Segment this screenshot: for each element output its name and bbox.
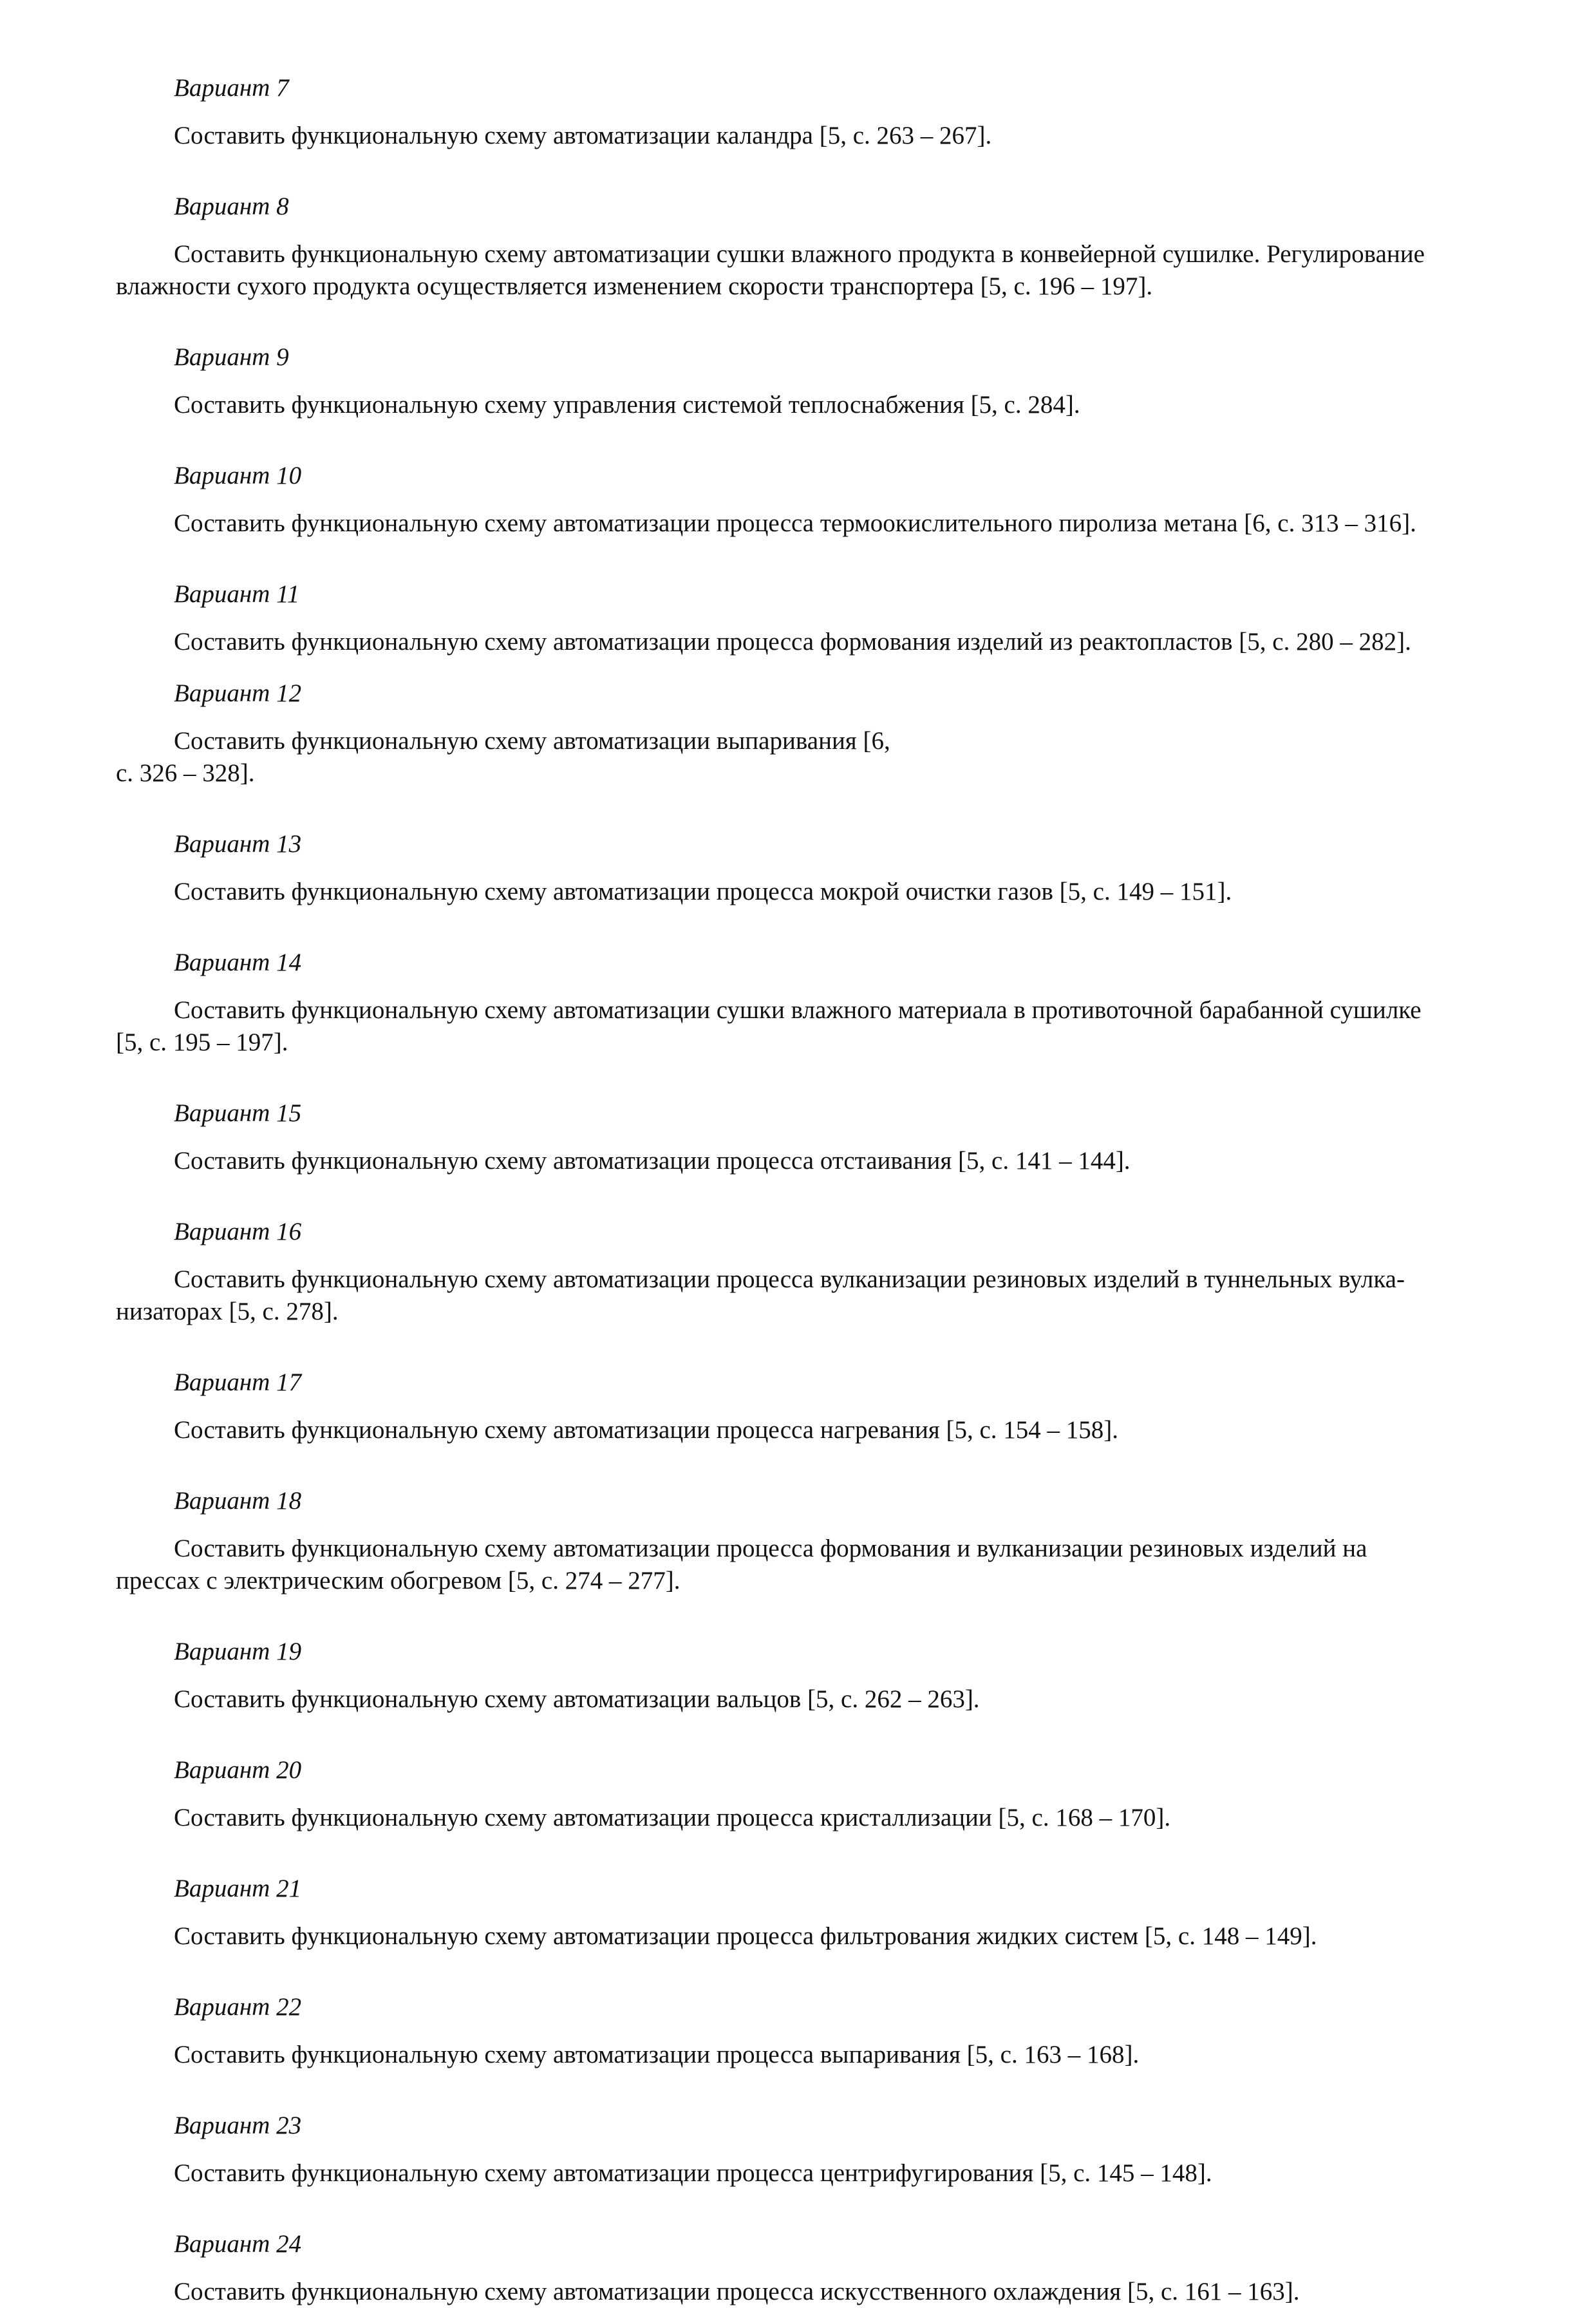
variant-title: Вариант 14 (174, 949, 302, 976)
variant-19 (116, 1636, 1532, 1716)
variant-text: Составить функциональную схему автоматизации процесса центрифугирования [5, с. 145 – 148]. (174, 2159, 1212, 2187)
variant-text: Составить функциональную схему автоматизации процесса мокрой очистки газов [5, с. 149 – 151]. (174, 878, 1232, 905)
variant-15 (116, 1097, 1532, 1177)
variant-title: Вариант 21 (174, 1875, 302, 1902)
variant-text: Составить функциональную схему автоматизации процесса термоокислительного пиролиза метана [6, с. 313 – 316]. (174, 509, 1416, 537)
variant-20 (116, 1754, 1532, 1834)
variant-title: Вариант 12 (174, 679, 302, 707)
variant-title: Вариант 11 (174, 580, 300, 608)
variant-title: Вариант 20 (174, 1756, 302, 1784)
variant-7 (116, 72, 1532, 152)
variant-title: Вариант 8 (174, 193, 289, 220)
variant-text: Составить функциональную схему автоматизации процесса вулканизации резиновых изделий в туннельных вулка- низаторах [5, с. 278]. (116, 1265, 1405, 1325)
variant-8 (116, 191, 1532, 303)
variant-title: Вариант 19 (174, 1638, 302, 1665)
variant-title: Вариант 9 (174, 343, 289, 371)
variant-24 (116, 2228, 1532, 2308)
variant-text: Составить функциональную схему автоматизации сушки влажного материала в противоточной барабанной сушилке [5, с. 195 – 197]. (116, 996, 1422, 1056)
variant-text: Составить функциональную схему автоматизации каландра [5, с. 263 – 267]. (174, 122, 992, 149)
variant-text: Составить функциональную схему автоматизации процесса выпаривания [5, с. 163 – 168]. (174, 2041, 1140, 2068)
variant-text: Составить функциональную схему управления системой теплоснабжения [5, с. 284]. (174, 391, 1080, 419)
variant-18 (116, 1485, 1532, 1597)
variant-9 (116, 341, 1532, 421)
variant-10 (116, 460, 1532, 540)
variant-title: Вариант 16 (174, 1218, 302, 1245)
variant-23 (116, 2110, 1532, 2190)
variant-text: Составить функциональную схему автоматизации процесса формования и вулканизации резиновых изделий на прессах с электрическим обогревом [5, с. 274 – 277]. (116, 1535, 1367, 1594)
variant-14 (116, 947, 1532, 1059)
variant-text: Составить функциональную схему автоматизации процесса формования изделий из реактопластов [5, с. 280 – 282]. (174, 628, 1411, 656)
variant-13 (116, 828, 1532, 908)
variant-text: Составить функциональную схему автоматизации выпаривания [6, с. 326 – 328]. (116, 727, 890, 787)
document-body (116, 72, 1532, 2308)
variant-title: Вариант 23 (174, 2112, 302, 2139)
variant-title: Вариант 7 (174, 74, 289, 102)
variant-16 (116, 1216, 1532, 1328)
variant-11 (116, 578, 1532, 658)
variant-text: Составить функциональную схему автоматизации процесса нагревания [5, с. 154 – 158]. (174, 1416, 1119, 1444)
variant-text: Составить функциональную схему автоматизации процесса отстаивания [5, с. 141 – 144]. (174, 1147, 1131, 1175)
variant-22 (116, 1991, 1532, 2071)
variant-text: Составить функциональную схему автоматизации процесса фильтрования жидких систем [5, с. 148 – 149]. (174, 1922, 1317, 1950)
variant-title: Вариант 22 (174, 1993, 302, 2021)
variant-text: Составить функциональную схему автоматизации процесса искусственного охлаждения [5, с. 161 – 163]. (174, 2278, 1300, 2305)
variant-title: Вариант 15 (174, 1099, 302, 1127)
variant-17 (116, 1367, 1532, 1446)
variant-title: Вариант 24 (174, 2230, 302, 2258)
variant-title: Вариант 13 (174, 830, 302, 858)
variant-21 (116, 1873, 1532, 1953)
variant-text: Составить функциональную схему автоматизации процесса кристаллизации [5, с. 168 – 170]. (174, 1804, 1171, 1831)
variant-text: Составить функциональную схему автоматизации сушки влажного продукта в конвейерной сушилке. Регулирование влажности сухого продукта осуществляется изменением скорости транспортера [5, с. 196 – 197]. (116, 240, 1425, 300)
variant-title: Вариант 10 (174, 462, 302, 489)
variant-text: Составить функциональную схему автоматизации вальцов [5, с. 262 – 263]. (174, 1685, 980, 1713)
variant-12 (116, 677, 1532, 790)
variant-title: Вариант 17 (174, 1368, 302, 1396)
variant-title: Вариант 18 (174, 1487, 302, 1515)
